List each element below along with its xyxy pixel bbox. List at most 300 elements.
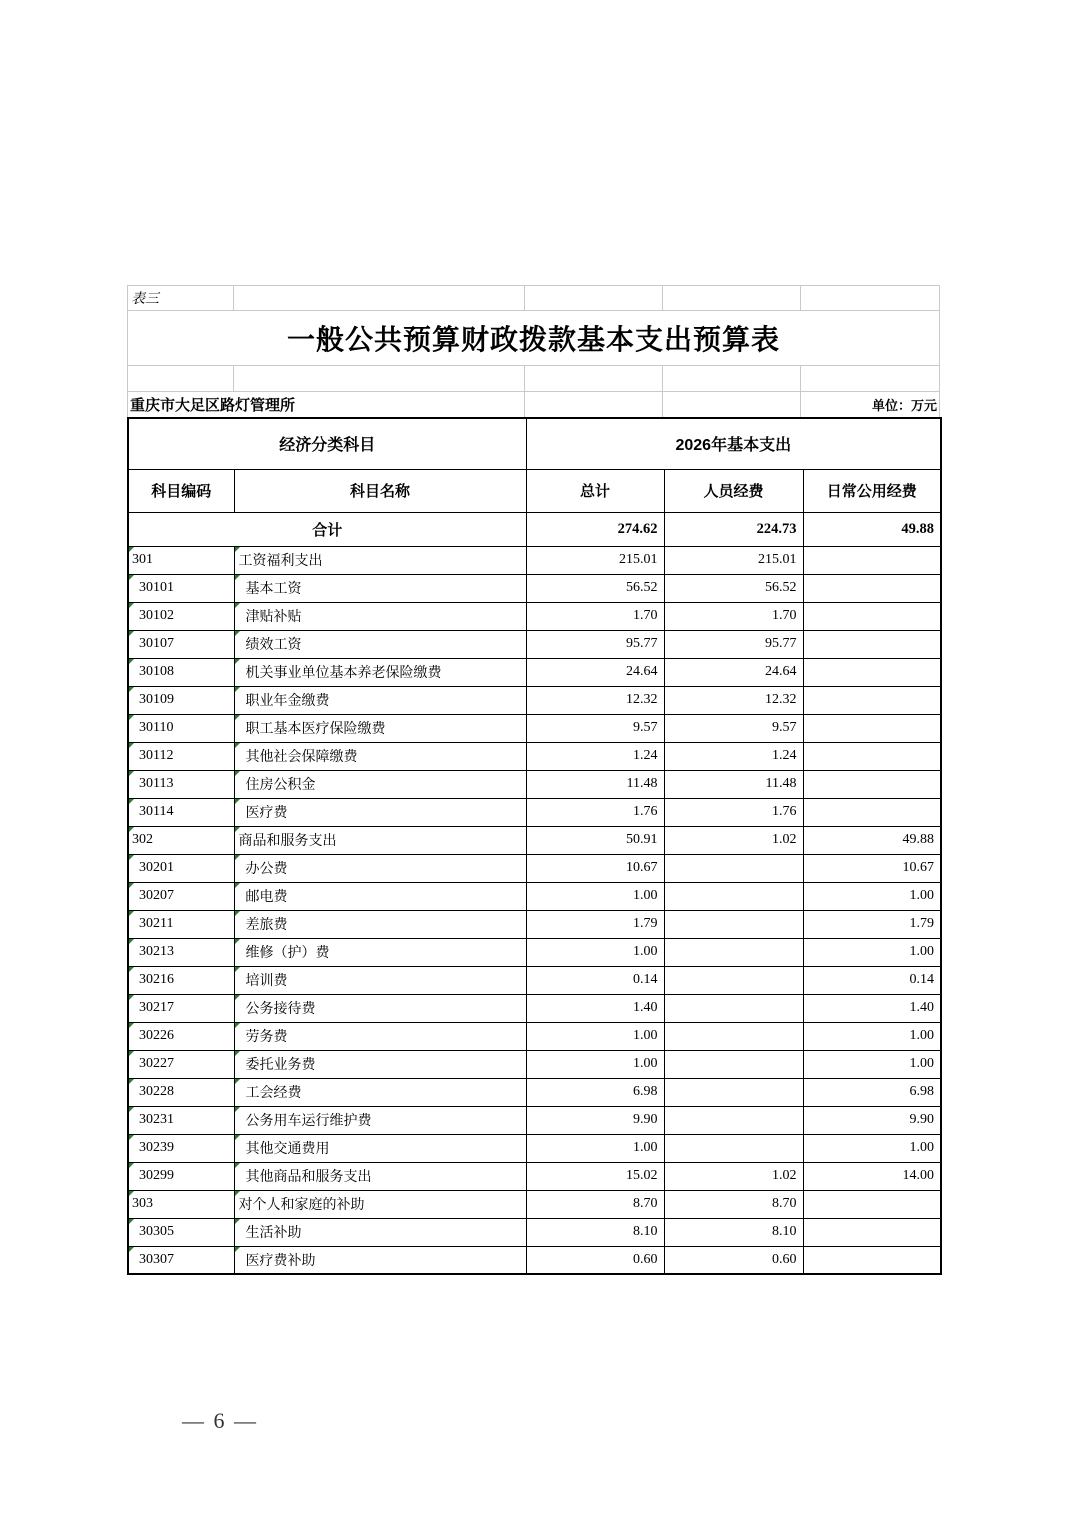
column-header-code: 科目编码 (128, 469, 234, 512)
subject-name-cell (234, 798, 526, 826)
personnel-value (664, 1050, 803, 1078)
subject-code-cell (128, 602, 234, 630)
table-row (128, 574, 941, 602)
personnel-value (664, 854, 803, 882)
subject-name-cell (234, 994, 526, 1022)
total-value: 50.91 (526, 826, 664, 854)
table-row (128, 938, 941, 966)
personnel-value (664, 1078, 803, 1106)
daily-value: 1.79 (803, 910, 941, 938)
daily-value: 9.90 (803, 1106, 941, 1134)
table-row (128, 1162, 941, 1190)
subject-code-cell (128, 658, 234, 686)
subject-name-cell (234, 1022, 526, 1050)
subject-code: 30107 (139, 636, 174, 651)
table-row (128, 966, 941, 994)
subject-name-cell (234, 1218, 526, 1246)
subject-name-cell (234, 574, 526, 602)
subject-name: 委托业务费 (245, 1058, 316, 1073)
text-format-flag-icon (235, 967, 240, 972)
text-format-flag-icon (235, 603, 240, 608)
text-format-flag-icon (129, 547, 134, 552)
subject-code-cell (128, 1106, 234, 1134)
empty-grid-cell (128, 366, 234, 391)
daily-value: 1.00 (803, 1050, 941, 1078)
text-format-flag-icon (235, 827, 240, 832)
table-row (128, 1246, 941, 1274)
personnel-value: 95.77 (664, 630, 803, 658)
subject-name-cell (234, 1106, 526, 1134)
total-row (128, 512, 941, 546)
total-value: 10.67 (526, 854, 664, 882)
personnel-value: 56.52 (664, 574, 803, 602)
subject-code: 30227 (139, 1056, 174, 1071)
subject-code: 303 (132, 1196, 153, 1211)
text-format-flag-icon (129, 1247, 134, 1252)
subject-code: 30102 (139, 608, 174, 623)
subject-name: 劳务费 (245, 1030, 288, 1045)
subject-code-cell (128, 938, 234, 966)
table-row (128, 630, 941, 658)
column-header-total: 总计 (526, 469, 664, 512)
text-format-flag-icon (129, 827, 134, 832)
column-header-daily: 日常公用经费 (803, 469, 941, 512)
subject-name-cell (234, 714, 526, 742)
total-value: 1.24 (526, 742, 664, 770)
subject-code-cell (128, 854, 234, 882)
subject-code-cell (128, 826, 234, 854)
daily-value (803, 602, 941, 630)
subject-code-cell (128, 1190, 234, 1218)
personnel-value (664, 1022, 803, 1050)
total-value: 8.10 (526, 1218, 664, 1246)
personnel-value (664, 910, 803, 938)
subject-name: 住房公积金 (245, 778, 316, 793)
table-row (128, 1190, 941, 1218)
subject-name: 绩效工资 (245, 638, 302, 653)
table-row (128, 602, 941, 630)
group-header-row (128, 418, 941, 469)
total-value: 1.70 (526, 602, 664, 630)
subject-code-cell (128, 714, 234, 742)
subject-name-cell (234, 1050, 526, 1078)
subject-name-cell (234, 1078, 526, 1106)
text-format-flag-icon (129, 1191, 134, 1196)
text-format-flag-icon (235, 1219, 240, 1224)
subject-name: 工资福利支出 (238, 554, 323, 569)
total-value: 11.48 (526, 770, 664, 798)
text-format-flag-icon (235, 575, 240, 580)
text-format-flag-icon (129, 995, 134, 1000)
subject-name: 机关事业单位基本养老保险缴费 (245, 666, 442, 681)
subject-code: 302 (132, 832, 153, 847)
text-format-flag-icon (235, 547, 240, 552)
daily-value (803, 686, 941, 714)
personnel-value: 1.02 (664, 1162, 803, 1190)
subject-name-cell (234, 742, 526, 770)
subject-code: 301 (132, 552, 153, 567)
text-format-flag-icon (129, 575, 134, 580)
subject-name: 工会经费 (245, 1086, 302, 1101)
total-value: 56.52 (526, 574, 664, 602)
empty-grid-cell (234, 366, 525, 391)
daily-value (803, 1190, 941, 1218)
subject-name: 其他社会保障缴费 (245, 750, 358, 765)
org-name-cell (128, 392, 525, 417)
subject-code: 30228 (139, 1084, 174, 1099)
subject-code: 30211 (139, 916, 174, 931)
text-format-flag-icon (235, 855, 240, 860)
total-row-personnel: 224.73 (664, 512, 803, 546)
subject-name: 差旅费 (245, 918, 288, 933)
table-row (128, 798, 941, 826)
text-format-flag-icon (235, 1023, 240, 1028)
budget-table (127, 417, 942, 1275)
subject-name-cell (234, 882, 526, 910)
personnel-value: 1.70 (664, 602, 803, 630)
daily-value (803, 658, 941, 686)
text-format-flag-icon (235, 1163, 240, 1168)
text-format-flag-icon (235, 715, 240, 720)
subject-name: 医疗费补助 (245, 1253, 316, 1269)
table-row (128, 686, 941, 714)
daily-value (803, 546, 941, 574)
daily-value (803, 1218, 941, 1246)
subject-code: 30207 (139, 888, 174, 903)
subject-name: 职业年金缴费 (245, 694, 330, 709)
text-format-flag-icon (129, 1219, 134, 1224)
empty-grid-cell (801, 366, 939, 391)
text-format-flag-icon (129, 743, 134, 748)
subject-name: 办公费 (245, 862, 288, 877)
text-format-flag-icon (235, 911, 240, 916)
subject-code: 30108 (139, 664, 174, 679)
subject-code-cell (128, 1050, 234, 1078)
daily-value: 14.00 (803, 1162, 941, 1190)
text-format-flag-icon (129, 631, 134, 636)
subject-code-cell (128, 1134, 234, 1162)
subject-code-cell (128, 798, 234, 826)
table-row (128, 742, 941, 770)
total-value: 1.79 (526, 910, 664, 938)
subject-code-cell (128, 1246, 234, 1274)
corner-label-cell (128, 286, 234, 310)
total-value: 0.14 (526, 966, 664, 994)
text-format-flag-icon (129, 855, 134, 860)
daily-value: 1.00 (803, 938, 941, 966)
corner-label: 表三 (131, 292, 159, 307)
text-format-flag-icon (235, 995, 240, 1000)
personnel-value (664, 1106, 803, 1134)
text-format-flag-icon (235, 743, 240, 748)
subject-name: 邮电费 (245, 890, 288, 905)
table-row (128, 910, 941, 938)
document-title: 一般公共预算财政拨款基本支出预算表 (286, 324, 780, 355)
subject-name-cell (234, 602, 526, 630)
text-format-flag-icon (129, 715, 134, 720)
table-row (128, 1218, 941, 1246)
personnel-value: 8.70 (664, 1190, 803, 1218)
total-value: 8.70 (526, 1190, 664, 1218)
subject-code-cell (128, 770, 234, 798)
daily-value: 0.14 (803, 966, 941, 994)
subject-name-cell (234, 686, 526, 714)
personnel-value: 12.32 (664, 686, 803, 714)
table-row (128, 882, 941, 910)
subject-code-cell (128, 1022, 234, 1050)
total-value: 6.98 (526, 1078, 664, 1106)
empty-grid-cell (525, 366, 663, 391)
text-format-flag-icon (235, 1135, 240, 1140)
subject-code-cell (128, 574, 234, 602)
text-format-flag-icon (235, 939, 240, 944)
text-format-flag-icon (129, 939, 134, 944)
text-format-flag-icon (129, 883, 134, 888)
text-format-flag-icon (129, 1107, 134, 1112)
subject-name: 医疗费 (245, 806, 288, 821)
subject-code-cell (128, 630, 234, 658)
column-header-personnel: 人员经费 (664, 469, 803, 512)
empty-grid-cell (234, 286, 525, 310)
text-format-flag-icon (235, 799, 240, 804)
total-value: 1.00 (526, 1022, 664, 1050)
text-format-flag-icon (129, 1051, 134, 1056)
subject-name: 生活补助 (245, 1226, 302, 1241)
empty-grid-cell (801, 286, 939, 310)
sheet-corner-row (127, 285, 940, 311)
daily-value (803, 574, 941, 602)
personnel-value: 1.24 (664, 742, 803, 770)
total-value: 1.00 (526, 938, 664, 966)
text-format-flag-icon (129, 687, 134, 692)
group-header-year: 2026年基本支出 (526, 418, 941, 469)
table-header-group (128, 418, 941, 546)
personnel-value (664, 1134, 803, 1162)
org-name: 重庆市大足区路灯管理所 (130, 397, 296, 414)
total-value: 1.76 (526, 798, 664, 826)
text-format-flag-icon (235, 687, 240, 692)
table-row (128, 1050, 941, 1078)
page-number: — 6 — (182, 1408, 258, 1433)
subject-code: 30110 (139, 720, 174, 735)
text-format-flag-icon (129, 911, 134, 916)
subject-name-cell (234, 910, 526, 938)
subject-name: 公务用车运行维护费 (245, 1114, 372, 1129)
daily-value (803, 630, 941, 658)
subject-code: 30114 (139, 804, 174, 819)
subject-name-cell (234, 658, 526, 686)
total-row-total: 274.62 (526, 512, 664, 546)
subject-code: 30239 (139, 1140, 174, 1155)
subject-code-cell (128, 686, 234, 714)
text-format-flag-icon (129, 799, 134, 804)
text-format-flag-icon (129, 1163, 134, 1168)
table-row (128, 546, 941, 574)
total-row-daily: 49.88 (803, 512, 941, 546)
subject-name-cell (234, 630, 526, 658)
spacer-row (127, 366, 940, 392)
total-value: 215.01 (526, 546, 664, 574)
subject-name: 基本工资 (245, 582, 302, 597)
column-header-name: 科目名称 (234, 469, 526, 512)
personnel-value (664, 994, 803, 1022)
subject-name: 对个人和家庭的补助 (238, 1198, 365, 1213)
subject-name-cell (234, 826, 526, 854)
personnel-value: 1.76 (664, 798, 803, 826)
table-row (128, 1078, 941, 1106)
empty-grid-cell (525, 392, 663, 417)
subject-code-cell (128, 1078, 234, 1106)
text-format-flag-icon (129, 771, 134, 776)
subject-code: 30226 (139, 1028, 174, 1043)
daily-value (803, 798, 941, 826)
empty-grid-cell (663, 392, 802, 417)
subject-name: 维修（护）费 (245, 946, 330, 961)
subject-code-cell (128, 910, 234, 938)
text-format-flag-icon (129, 967, 134, 972)
total-value: 0.60 (526, 1246, 664, 1274)
total-value: 1.40 (526, 994, 664, 1022)
table-row (128, 854, 941, 882)
personnel-value: 215.01 (664, 546, 803, 574)
text-format-flag-icon (235, 883, 240, 888)
total-value: 12.32 (526, 686, 664, 714)
personnel-value: 0.60 (664, 1246, 803, 1274)
text-format-flag-icon (235, 1107, 240, 1112)
table-row (128, 994, 941, 1022)
empty-grid-cell (663, 366, 802, 391)
subject-name-cell (234, 770, 526, 798)
table-row (128, 1022, 941, 1050)
daily-value: 1.40 (803, 994, 941, 1022)
subject-name-cell (234, 938, 526, 966)
subject-code: 30109 (139, 692, 174, 707)
subject-code: 30216 (139, 972, 174, 987)
subject-name: 公务接待费 (245, 1002, 316, 1017)
unit-note: 单位：万元 (871, 398, 937, 413)
daily-value: 1.00 (803, 1022, 941, 1050)
text-format-flag-icon (235, 631, 240, 636)
table-row (128, 714, 941, 742)
table-body (128, 546, 941, 1274)
subject-code-cell (128, 546, 234, 574)
empty-grid-cell (525, 286, 663, 310)
text-format-flag-icon (129, 1135, 134, 1140)
total-value: 1.00 (526, 1050, 664, 1078)
table-row (128, 1134, 941, 1162)
text-format-flag-icon (235, 659, 240, 664)
text-format-flag-icon (235, 1079, 240, 1084)
total-value: 24.64 (526, 658, 664, 686)
text-format-flag-icon (129, 603, 134, 608)
document-title-row (127, 311, 940, 366)
subject-name: 其他交通费用 (245, 1142, 330, 1157)
personnel-value: 1.02 (664, 826, 803, 854)
personnel-value (664, 966, 803, 994)
total-value: 9.90 (526, 1106, 664, 1134)
subject-code: 30201 (139, 860, 174, 875)
empty-grid-cell (663, 286, 802, 310)
table-row (128, 658, 941, 686)
total-value: 15.02 (526, 1162, 664, 1190)
total-value: 1.00 (526, 882, 664, 910)
subject-name-cell (234, 546, 526, 574)
subject-name: 职工基本医疗保险缴费 (245, 722, 386, 737)
daily-value: 1.00 (803, 882, 941, 910)
subject-code-cell (128, 1162, 234, 1190)
budget-sheet (127, 285, 940, 1275)
subject-code: 30307 (139, 1251, 174, 1267)
subject-code: 30305 (139, 1224, 174, 1239)
daily-value: 49.88 (803, 826, 941, 854)
daily-value (803, 1246, 941, 1274)
total-value: 95.77 (526, 630, 664, 658)
personnel-value: 9.57 (664, 714, 803, 742)
personnel-value: 24.64 (664, 658, 803, 686)
text-format-flag-icon (235, 1051, 240, 1056)
text-format-flag-icon (235, 1247, 240, 1252)
subject-name: 培训费 (245, 974, 288, 989)
subject-code: 30101 (139, 580, 174, 595)
personnel-value (664, 938, 803, 966)
org-unit-row (127, 392, 940, 417)
total-row-label: 合计 (128, 512, 526, 546)
subject-name-cell (234, 1246, 526, 1274)
subject-code: 30231 (139, 1112, 174, 1127)
text-format-flag-icon (129, 659, 134, 664)
table-row (128, 770, 941, 798)
personnel-value: 11.48 (664, 770, 803, 798)
daily-value (803, 714, 941, 742)
daily-value (803, 742, 941, 770)
subject-name-cell (234, 854, 526, 882)
table-row (128, 826, 941, 854)
subject-code: 30299 (139, 1168, 174, 1183)
subject-code: 30213 (139, 944, 174, 959)
personnel-value: 8.10 (664, 1218, 803, 1246)
daily-value: 6.98 (803, 1078, 941, 1106)
column-header-row (128, 469, 941, 512)
personnel-value (664, 882, 803, 910)
subject-code: 30112 (139, 748, 174, 763)
subject-name-cell (234, 966, 526, 994)
subject-code: 30113 (139, 776, 174, 791)
subject-code-cell (128, 994, 234, 1022)
daily-value: 1.00 (803, 1134, 941, 1162)
subject-name-cell (234, 1162, 526, 1190)
subject-code: 30217 (139, 1000, 174, 1015)
subject-code-cell (128, 966, 234, 994)
text-format-flag-icon (129, 1023, 134, 1028)
group-header-subject: 经济分类科目 (128, 418, 526, 469)
table-row (128, 1106, 941, 1134)
unit-note-cell (801, 392, 939, 417)
total-value: 9.57 (526, 714, 664, 742)
subject-name-cell (234, 1134, 526, 1162)
subject-code-cell (128, 882, 234, 910)
total-value: 1.00 (526, 1134, 664, 1162)
subject-name: 津贴补贴 (245, 610, 302, 625)
text-format-flag-icon (129, 1079, 134, 1084)
daily-value: 10.67 (803, 854, 941, 882)
subject-name: 其他商品和服务支出 (245, 1170, 372, 1185)
subject-code-cell (128, 1218, 234, 1246)
text-format-flag-icon (235, 1191, 240, 1196)
text-format-flag-icon (235, 771, 240, 776)
subject-name: 商品和服务支出 (238, 834, 337, 849)
subject-code-cell (128, 742, 234, 770)
daily-value (803, 770, 941, 798)
